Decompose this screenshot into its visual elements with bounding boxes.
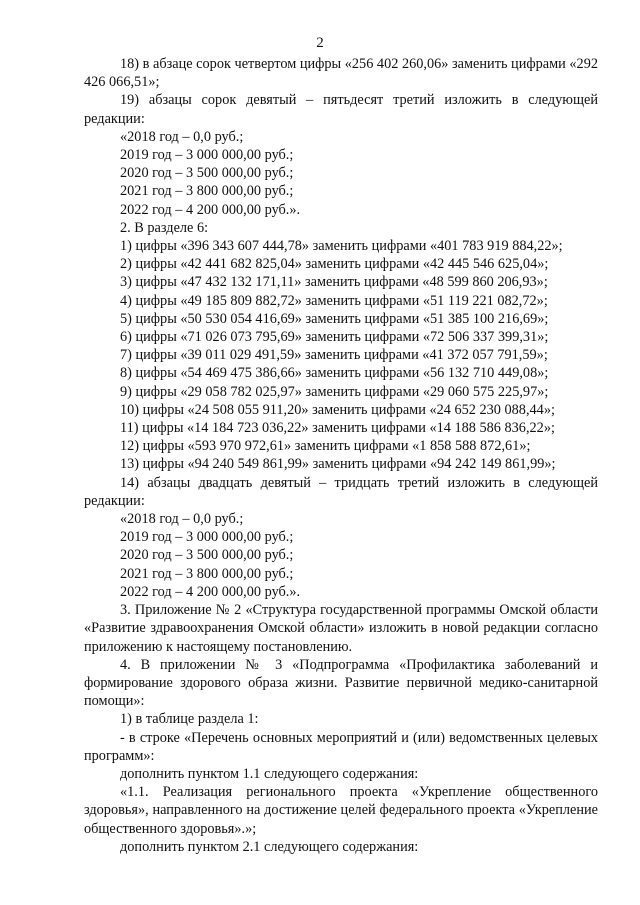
document-line: 12) цифры «593 970 972,61» заменить цифрами «1 858 588 872,61»; [120,438,531,455]
document-line: 2) цифры «42 441 682 825,04» заменить цифрами «42 445 546 625,04»; [120,256,549,273]
document-line: «2018 год – 0,0 руб.; [120,511,244,528]
document-line: 2020 год – 3 500 000,00 руб.; [120,165,294,182]
document-body [84,55,598,856]
document-line: 2019 год – 3 000 000,00 руб.; [120,147,294,164]
document-line: 2022 год – 4 200 000,00 руб.». [120,583,301,600]
document-line: 8) цифры «54 469 475 386,66» заменить цифрами «56 132 710 449,08»; [120,365,549,382]
document-line: 1) в таблице раздела 1: [120,711,259,728]
page-number: 2 [316,35,324,51]
document-line: 2. В разделе 6: [120,219,209,236]
document-line: 3) цифры «47 432 132 171,11» заменить цифрами «48 599 860 206,93»; [120,274,548,291]
document-line: 6) цифры «71 026 073 795,69» заменить цифрами «72 506 337 399,31»; [120,329,549,346]
document-line: «2018 год – 0,0 руб.; [120,128,244,145]
document-paragraph: 14) абзацы двадцать девятый – тридцать третий изложить в следующей редакции: [84,474,598,509]
document-paragraph: 19) абзацы сорок девятый – пятьдесят третий изложить в следующей редакции: [84,92,598,127]
document-paragraph: 4. В приложении № 3 «Подпрограмма «Профилактика заболеваний и формирование здорового образа жизни. Развитие первичной медико-санитарной помощи»: [84,656,598,710]
document-line: 9) цифры «29 058 782 025,97» заменить цифрами «29 060 575 225,97»; [120,383,549,400]
document-line: дополнить пунктом 1.1 следующего содержания: [120,765,419,782]
document-line: 13) цифры «94 240 549 861,99» заменить цифрами «94 242 149 861,99»; [120,456,556,473]
document-paragraph: «1.1. Реализация регионального проекта «Укрепление общественного здоровья», направленного на достижение целей федерального проекта «Укрепление общественного здоровья».»; [84,784,598,837]
document-line: 5) цифры «50 530 054 416,69» заменить цифрами «51 385 100 216,69»; [120,310,549,327]
document-paragraph: - в строке «Перечень основных мероприятий и (или) ведомственных целевых программ»: [84,729,598,764]
document-line: 4) цифры «49 185 809 882,72» заменить цифрами «51 119 221 082,72»; [120,292,548,309]
document-line: 11) цифры «14 184 723 036,22» заменить цифрами «14 188 586 836,22»; [120,420,555,437]
document-line: дополнить пунктом 2.1 следующего содержания: [120,838,419,855]
document-line: 2019 год – 3 000 000,00 руб.; [120,529,294,546]
document-line: 2022 год – 4 200 000,00 руб.». [120,201,301,218]
document-line: 2021 год – 3 800 000,00 руб.; [120,565,294,582]
document-paragraph: 18) в абзаце сорок четвертом цифры «256 402 260,06» заменить цифрами «292 426 066,51»; [84,56,598,91]
document-line: 7) цифры «39 011 029 491,59» заменить цифрами «41 372 057 791,59»; [120,347,548,364]
document-line: 10) цифры «24 508 055 911,20» заменить цифрами «24 652 230 088,44»; [120,401,555,418]
document-line: 2021 год – 3 800 000,00 руб.; [120,183,294,200]
document-line: 2020 год – 3 500 000,00 руб.; [120,547,294,564]
document-paragraph: 3. Приложение № 2 «Структура государственной программы Омской области «Развитие здравоохранения Омской области» изложить в новой редакции согласно приложению к настоящему постановлению. [84,602,598,655]
document-line: 1) цифры «396 343 607 444,78» заменить цифрами «401 783 919 884,22»; [120,238,563,255]
